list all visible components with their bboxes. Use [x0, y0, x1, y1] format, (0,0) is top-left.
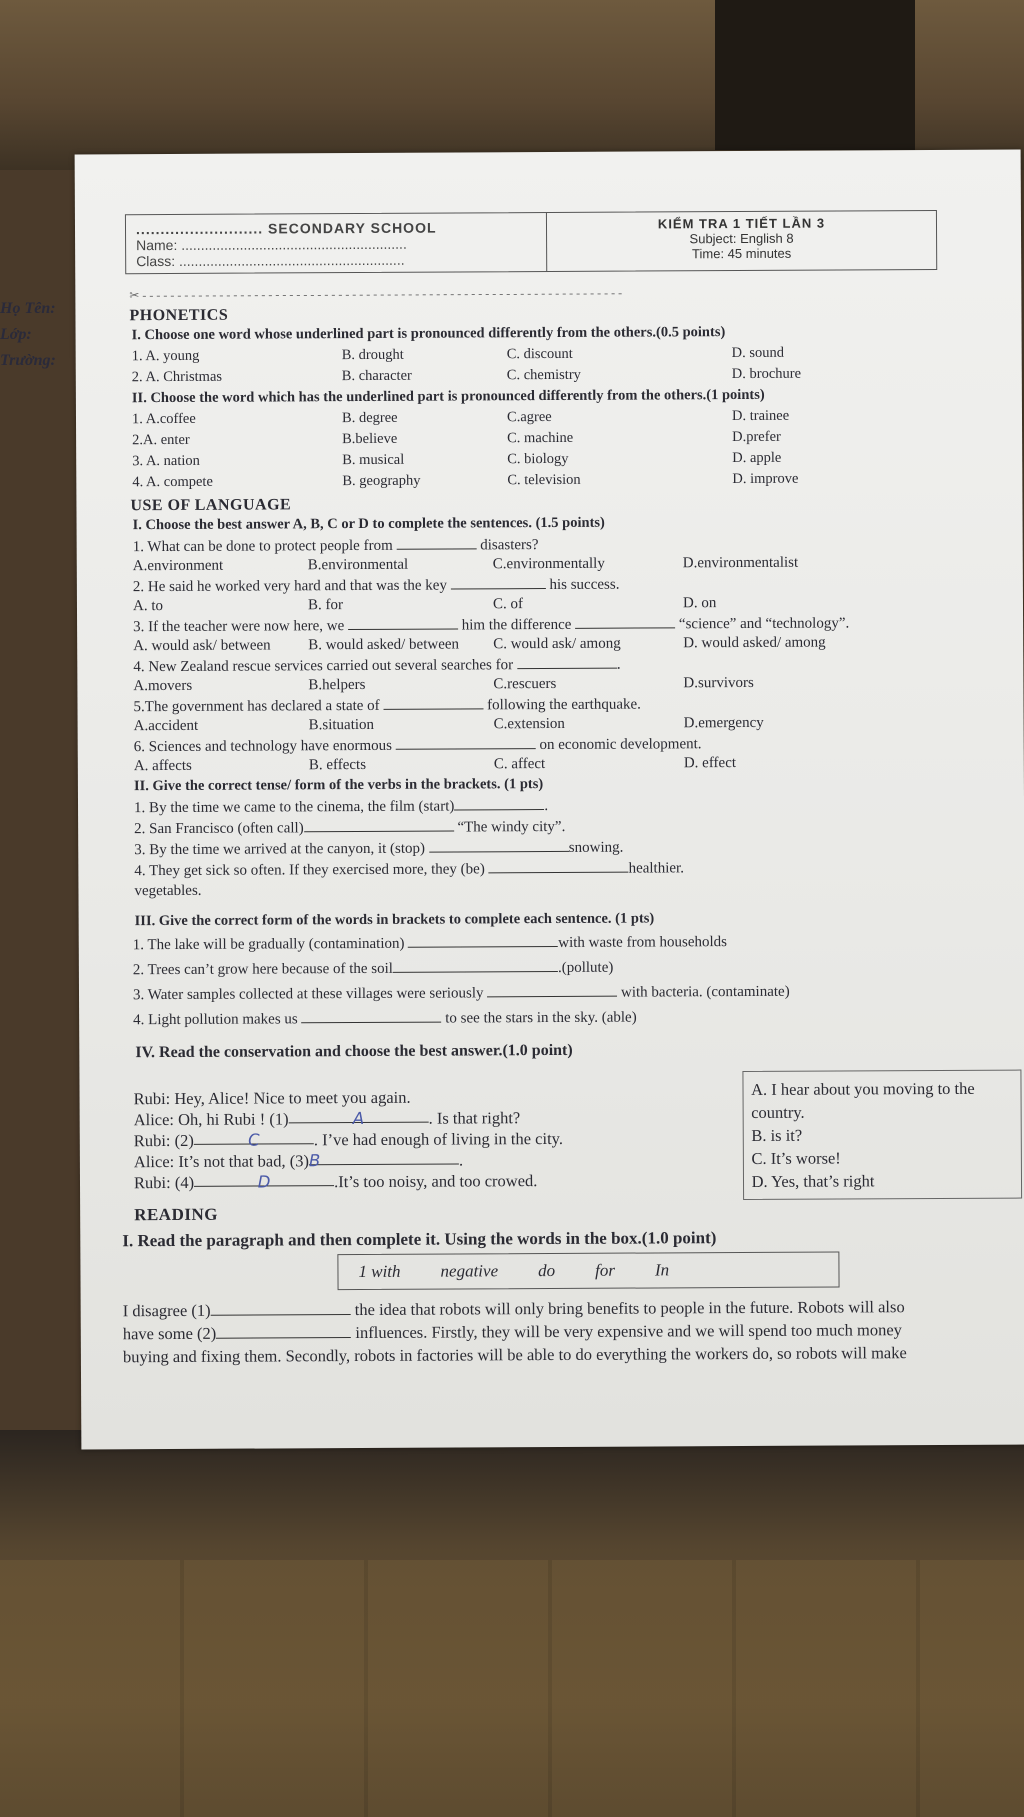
option: A. to: [132, 598, 164, 615]
option: C. affect: [493, 756, 546, 773]
word-box-item: negative: [440, 1261, 499, 1281]
option: D. improve: [732, 470, 799, 488]
instruction: I. Choose one word whose underlined part is pronounced differently from the others.(0.5 points): [131, 324, 726, 344]
question: 4. Light pollution makes us to see the stars in the sky. (able): [133, 1009, 637, 1029]
option: C. discount: [506, 345, 573, 363]
question: 4. New Zealand rescue services carried out several searches for .: [133, 652, 1019, 678]
exam-time: Time: 45 minutes: [691, 245, 792, 262]
question-row: [132, 363, 1018, 389]
option: C. would ask/ among: [493, 635, 621, 653]
option: B. geography: [342, 472, 421, 490]
dialog-block: [133, 1070, 1022, 1204]
answer-choices-box: [742, 1070, 1022, 1200]
option: B. effects: [308, 756, 367, 774]
paragraph-line: buying and fixing them. Secondly, robots in factories will be able to do everything the workers do, so robots will make: [122, 1343, 907, 1367]
word-box-item: 1 with: [358, 1261, 401, 1282]
option: 1. A. young: [131, 347, 200, 365]
option: D.environmentalist: [682, 554, 799, 572]
option: A.movers: [133, 677, 193, 695]
section-title: READING: [134, 1204, 219, 1225]
question: 4. They get sick so often. If they exercised more, they (be) healthier.: [134, 856, 1020, 882]
options: [134, 753, 1020, 777]
option: B.helpers: [308, 676, 366, 694]
option: B. degree: [341, 409, 398, 427]
option: D. would asked/ among: [683, 634, 826, 652]
option: D. sound: [731, 344, 785, 362]
answer-choice: D. Yes, that’s right: [751, 1171, 875, 1191]
dialog-line: Alice: Oh, hi Rubi ! (1) A . Is that right?: [133, 1108, 521, 1130]
answer-choice: C. It’s worse!: [751, 1148, 841, 1168]
reading-paragraph: [123, 1294, 1024, 1368]
side-note-class: Lớp:: [0, 326, 32, 343]
option: C.rescuers: [493, 675, 557, 693]
option: C. chemistry: [506, 366, 581, 384]
option: C. biology: [507, 450, 569, 468]
paragraph-line: have some (2) influences. Firstly, they will be very expensive and we will spend too much money: [122, 1320, 902, 1344]
dialog-line: Alice: It’s not that bad, (3)B .: [133, 1150, 464, 1172]
side-notes: [0, 300, 80, 378]
option: 3. A. nation: [132, 452, 200, 470]
option: C.extension: [493, 715, 565, 733]
word-box: [337, 1251, 839, 1290]
word-box-item: do: [538, 1260, 556, 1281]
option: D.emergency: [683, 714, 764, 732]
name-label: Name: ..........................................................: [136, 235, 407, 254]
option: D. on: [682, 595, 717, 612]
question: 3. By the time we arrived at the canyon, it (stop) snowing.: [134, 835, 1020, 861]
side-note-school: Trường:: [0, 352, 56, 369]
option: C.environmentally: [492, 555, 605, 573]
answer-choice: B. is it?: [751, 1125, 803, 1145]
instruction: II. Give the correct tense/ form of the verbs in the brackets. (1 pts): [133, 776, 544, 795]
section-title: USE OF LANGUAGE: [130, 496, 292, 515]
question: 5.The government has declared a state of following the earthquake.: [133, 692, 1019, 718]
option: 1. A.coffee: [131, 410, 196, 428]
question: 1. The lake will be gradually (contamination) with waste from households: [133, 930, 1021, 956]
instruction: I. Choose the best answer A, B, C or D to complete the sentences. (1.5 points): [132, 514, 605, 534]
option: D. trainee: [731, 407, 790, 425]
dialog-line: Rubi: (4) D .It’s too noisy, and too crowed.: [133, 1171, 538, 1193]
question: 1. What can be done to protect people from disasters?: [133, 532, 1019, 558]
instruction: I. Read the paragraph and then complete it. Using the words in the box.(1.0 point): [122, 1228, 717, 1251]
question-wrap: vegetables.: [134, 882, 202, 900]
paragraph-line: I disagree (1) the idea that robots will only bring benefits to people in the future. Robots will also: [122, 1297, 905, 1321]
option: A.environment: [132, 557, 224, 575]
side-note-name: Họ Tên:: [0, 300, 56, 317]
word-box-item: In: [654, 1260, 670, 1280]
option: B.environmental: [307, 556, 409, 574]
cut-line: ✂ - - - - - - - - - - - - - - - - - - - - - - - - - - - - - - - - - - - - - - - - - - - - - - - - - - - - - - - - - - - - - - - - - - - - -: [129, 285, 623, 303]
exam-header: [125, 210, 937, 274]
option: 2.A. enter: [132, 431, 190, 449]
option: D.prefer: [732, 428, 781, 446]
option: A. affects: [133, 757, 192, 775]
exam-subject: Subject: English 8: [689, 230, 794, 247]
option: B. would asked/ between: [308, 636, 460, 654]
exam-title: KIỂM TRA 1 TIẾT LẦN 3: [657, 215, 826, 232]
instruction: III. Give the correct form of the words in brackets to complete each sentence. (1 pts): [134, 910, 655, 930]
question: 3. If the teacher were now here, we him the difference “science” and “technology”.: [133, 612, 1019, 638]
instruction: II. Choose the word which has the underlined part is pronounced differently from the others.(1 points): [131, 386, 765, 407]
background-dark-object: [715, 0, 915, 150]
dialog-line: Rubi: Hey, Alice! Nice to meet you again.: [133, 1087, 411, 1109]
option: 2. A. Christmas: [131, 368, 223, 386]
option: D. effect: [683, 755, 737, 772]
option: D. apple: [732, 449, 782, 467]
option: C.agree: [506, 408, 552, 426]
option: B. for: [307, 597, 344, 614]
option: D. brochure: [731, 365, 802, 383]
question: 2. San Francisco (often call) “The windy city”.: [134, 814, 1020, 840]
option: A. would ask/ between: [133, 637, 271, 655]
question: 2. He said he worked very hard and that was the key his success.: [133, 572, 1019, 598]
option: A.accident: [133, 717, 199, 735]
question: 2. Trees can’t grow here because of the soil .(pollute): [133, 955, 1021, 981]
dialog-lines: [133, 1071, 742, 1203]
class-label: Class: ..........................................................: [136, 251, 405, 270]
school-name: .......................... SECONDARY SCHOOL: [135, 219, 437, 238]
option: D.survivors: [683, 674, 754, 692]
option: C. machine: [507, 429, 574, 447]
background-floor: [0, 1560, 1024, 1817]
exam-paper: [75, 150, 1024, 1450]
option: B.believe: [342, 430, 398, 448]
dialog-line: Rubi: (2) C . I’ve had enough of living in the city.: [133, 1128, 563, 1151]
question: 1. By the time we came to the cinema, the film (start) .: [134, 793, 1020, 819]
option: B.situation: [308, 716, 375, 734]
answer-choice: A. I hear about you moving to the country.: [751, 1078, 975, 1122]
question: 6. Sciences and technology have enormous on economic development.: [134, 732, 1020, 758]
question-row: [132, 468, 1018, 494]
option: B. character: [341, 367, 412, 385]
section-title: PHONETICS: [129, 306, 229, 325]
instruction: IV. Read the conservation and choose the best answer.(1.0 point): [135, 1041, 573, 1062]
exam-content: [117, 210, 1023, 1369]
header-left: [126, 213, 547, 273]
option: C. of: [492, 596, 524, 613]
question: 3. Water samples collected at these villages were seriously with bacteria. (contaminate): [133, 980, 1021, 1006]
option: C. television: [507, 471, 581, 489]
header-right: [547, 211, 936, 271]
option: 4. A. compete: [132, 473, 213, 491]
option: B. musical: [342, 451, 405, 469]
word-box-item: for: [595, 1260, 615, 1280]
option: B. drought: [341, 346, 404, 364]
